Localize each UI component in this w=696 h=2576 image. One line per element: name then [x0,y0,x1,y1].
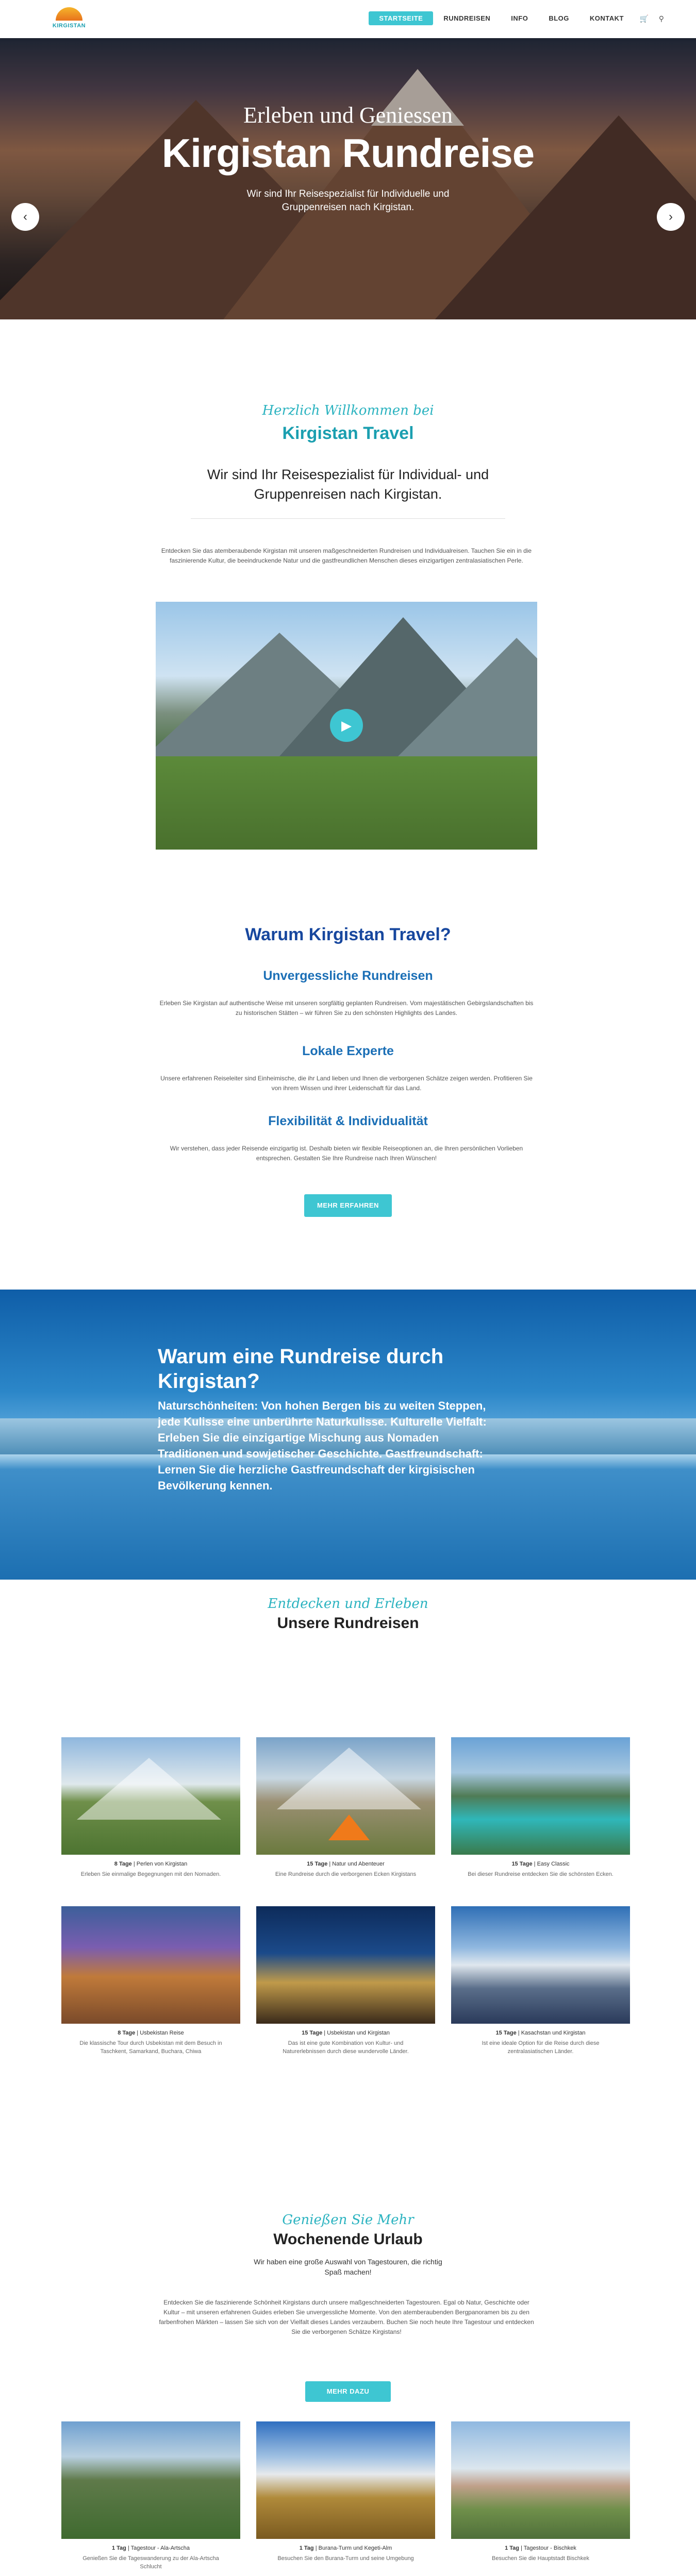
tour-desc: Ist eine ideale Option für die Reise durch diese zentralasiatischen Länder. [482,2040,600,2055]
slider-prev-arrow-icon[interactable]: ‹ [11,203,39,231]
nav-item-startseite[interactable]: STARTSEITE [369,11,433,25]
daytour-desc: Besuchen Sie die Hauptstadt Bischkek [492,2555,589,2562]
tour-image[interactable] [451,1906,630,2024]
sun-logo-icon [56,7,82,21]
weekend-lead: Wir haben eine große Auswahl von Tagestouren, die richtig Spaß machen! [254,2258,442,2276]
tour-name[interactable]: Usbekistan Reise [140,2030,184,2036]
tour-image[interactable] [61,1737,240,1855]
daytour-days: 1 Tag [299,2545,314,2551]
tour-name[interactable]: Natur und Abenteuer [332,1861,385,1867]
tour-card[interactable]: 8 Tage | Perlen von Kirgistan Erleben Sie einmalige Begegnungen mit den Nomaden. [61,1737,240,1878]
logo[interactable] [51,5,88,33]
tour-days: 15 Tage [495,2030,517,2036]
nav-item-kontakt[interactable]: KONTAKT [589,14,624,22]
search-icon[interactable]: ⚲ [658,14,664,23]
tour-card[interactable]: 15 Tage | Usbekistan und Kirgistan Das ist eine gute Kombination von Kultur- und Naturerlebnissen durch diese wundervolle Länder. [256,1906,435,2056]
tour-days: 15 Tage [307,1861,328,1867]
hero-description: Wir sind Ihr Reisespezialist für Individuelle und Gruppenreisen nach Kirgistan. [246,189,450,213]
why-banner [0,1290,696,1580]
divider [191,518,505,519]
tour-desc: Die klassische Tour durch Usbekistan mit dem Besuch in Taschkent, Samarkand, Buchara, Chiwa [79,2040,222,2055]
tour-card[interactable]: 15 Tage | Natur und Abenteuer Eine Rundreise durch die verborgenen Ecken Kirgistans [256,1737,435,1878]
welcome-text: Entdecken Sie das atemberaubende Kirgistan mit unseren maßgeschneiderten Rundreisen und Individualreisen. Tauchen Sie ein in die faszinierende Kultur, die beeindruckende Natur und die gastfreundlichen Menschen dieses einzigartigen zentralasiatischen Perle. [161,547,532,564]
tour-card[interactable]: 15 Tage | Easy Classic Bei dieser Rundreise entdecken Sie die schönsten Ecken. [451,1737,630,1878]
hero-title: Kirgistan Rundreise [161,130,535,176]
hero-subtitle: Erleben und Geniessen [243,103,453,128]
tour-days: 8 Tage [114,1861,132,1867]
banner-title: Warum eine Rundreise durch Kirgistan? [158,1345,444,1393]
site-header [0,0,696,38]
weekend-script: Genießen Sie Mehr [282,2212,414,2228]
slider-next-arrow-icon[interactable]: › [657,203,685,231]
tour-image[interactable] [256,1906,435,2024]
daytour-image[interactable] [61,2421,240,2539]
weekend-more-button[interactable]: MEHR DAZU [305,2381,391,2402]
video-player[interactable] [156,602,537,850]
why-more-button[interactable]: MEHR ERFAHREN [304,1194,392,1217]
why-title: Warum Kirgistan Travel? [245,925,451,944]
nav-item-rundreisen[interactable]: RUNDREISEN [443,14,491,22]
logo-text: KIRGISTAN [52,23,86,29]
tour-card[interactable]: 15 Tage | Kasachstan und Kirgistan Ist eine ideale Option für die Reise durch diese zentralasiatischen Länder. [451,1906,630,2056]
daytour-name[interactable]: Burana-Turm und Kegeti-Alm [318,2545,392,2551]
daytour-desc: Besuchen Sie den Burana-Turm und seine Umgebung [277,2555,414,2562]
tour-name[interactable]: Perlen von Kirgistan [136,1861,188,1867]
daytour-name[interactable]: Tagestour - Bischkek [523,2545,576,2551]
tour-desc: Eine Rundreise durch die verborgenen Ecken Kirgistans [275,1871,417,1877]
daytour-image[interactable] [256,2421,435,2539]
tours-script: Entdecken und Erleben [268,1596,428,1612]
weekend-text: Entdecken Sie die faszinierende Schönheit Kirgistans durch unsere maßgeschneiderten Tagestouren. Egal ob Natur, Geschichte oder Kultur – mit unseren erfahrenen Guides erleben Sie unvergessliche Momente. Von den atemberaubenden Bergpanoramen bis zu den farbenfrohen Märkten – lassen Sie sich von der Vielfalt dieses Landes verzaubern. Buchen Sie noch heute Ihre Tagestour und entdecken Sie die verborgenen Schätze Kirgistans! [159,2299,534,2335]
main-nav [369,11,634,25]
why-text-3: Wir verstehen, dass jeder Reisende einzigartig ist. Deshalb bieten wir flexible Reiseoptionen an, die Ihren persönlichen Vorlieben entsprechen. Gestalten Sie Ihre Rundreise nach Ihren Wünschen! [170,1145,523,1162]
why-heading-1: Unvergessliche Rundreisen [263,969,433,983]
daytour-days: 1 Tag [505,2545,520,2551]
tour-desc: Erleben Sie einmalige Begegnungen mit den Nomaden. [80,1871,221,1877]
hero-slider [0,38,696,319]
nav-item-blog[interactable]: BLOG [549,14,569,22]
tour-card[interactable]: 8 Tage | Usbekistan Reise Die klassische Tour durch Usbekistan mit dem Besuch in Taschkent, Samarkand, Buchara, Chiwa [61,1906,240,2056]
why-text-2: Unsere erfahrenen Reiseleiter sind Einheimische, die ihr Land lieben und Ihnen die verborgenen Schätze zeigen werden. Profitieren Sie von ihrem Wissen und ihrer Leidenschaft für das Land. [160,1075,533,1092]
tour-days: 15 Tage [511,1861,533,1867]
tour-desc: Bei dieser Rundreise entdecken Sie die schönsten Ecken. [468,1871,614,1877]
tours-title: Unsere Rundreisen [277,1615,419,1632]
daytour-card[interactable]: 1 Tag | Burana-Turm und Kegeti-Alm Besuchen Sie den Burana-Turm und seine Umgebung [256,2421,435,2563]
welcome-lead: Wir sind Ihr Reisespezialist für Individual- und Gruppenreisen nach Kirgistan. [207,467,489,502]
tour-image[interactable] [256,1737,435,1855]
daytour-name[interactable]: Tagestour - Ala-Artscha [130,2545,190,2551]
daytour-card[interactable]: 1 Tag | Tagestour - Bischkek Besuchen Sie die Hauptstadt Bischkek [451,2421,630,2563]
banner-text: Naturschönheiten: Von hohen Bergen bis zu weiten Steppen, jede Kulisse eine unberührte Naturkulisse. Kulturelle Vielfalt: Erleben Sie die einzigartige Mischung aus Nomaden Traditionen und sowjetischer Geschichte. Gastfreundschaft: Lernen Sie die herzliche Gastfreundschaft der kirgisischen Bevölkerung kennen. [158,1399,487,1492]
daytour-desc: Genießen Sie die Tageswanderung zu der Ala-Artscha Schlucht [82,2555,219,2570]
tour-image[interactable] [61,1906,240,2024]
cart-icon[interactable]: 🛒 [639,14,649,23]
why-heading-2: Lokale Experte [302,1044,394,1058]
daytour-days: 1 Tag [111,2545,126,2551]
tour-name[interactable]: Easy Classic [537,1861,570,1867]
tour-days: 15 Tage [302,2030,323,2036]
nav-item-info[interactable]: INFO [511,14,528,22]
weekend-title: Wochenende Urlaub [273,2231,423,2248]
daytour-image[interactable] [451,2421,630,2539]
why-heading-3: Flexibilität & Individualität [268,1114,428,1128]
tour-days: 8 Tage [118,2030,136,2036]
daytour-card[interactable]: 1 Tag | Tagestour - Ala-Artscha Genießen Sie die Tageswanderung zu der Ala-Artscha Schlucht [61,2421,240,2571]
tour-image[interactable] [451,1737,630,1855]
tour-desc: Das ist eine gute Kombination von Kultur- und Naturerlebnissen durch diese wundervolle Länder. [283,2040,409,2055]
welcome-title: Kirgistan Travel [282,423,414,443]
tour-name[interactable]: Kasachstan und Kirgistan [521,2030,586,2036]
why-text-1: Erleben Sie Kirgistan auf authentische Weise mit unseren sorgfältig geplanten Rundreisen. Vom majestätischen Gebirgslandschaften bis zu historischen Stätten – wir führen Sie zu den schönsten Highlights des Landes. [159,999,534,1016]
play-icon[interactable]: ▶ [330,709,363,742]
welcome-script: Herzlich Willkommen bei [262,403,434,418]
tour-name[interactable]: Usbekistan und Kirgistan [327,2030,390,2036]
